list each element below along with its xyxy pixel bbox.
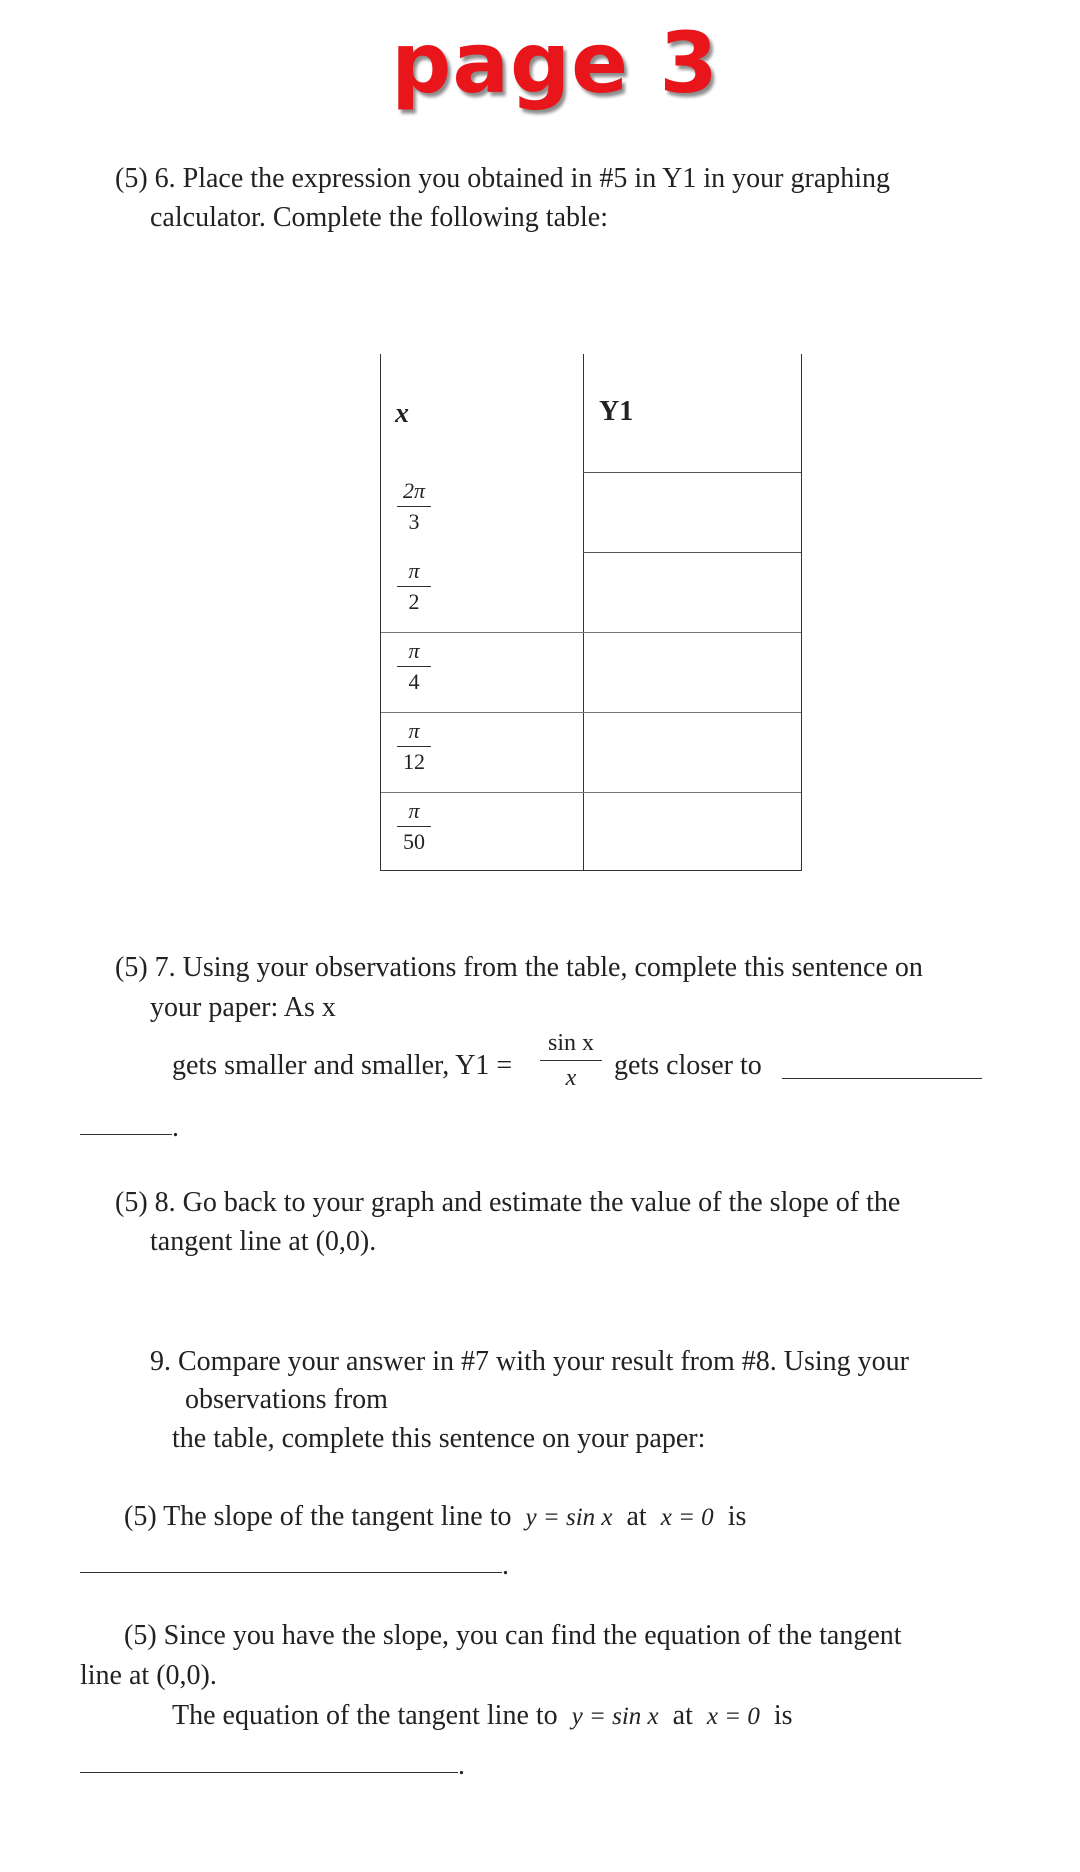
answer-blank-q7a[interactable] — [782, 1078, 982, 1079]
row-divider — [381, 792, 801, 793]
table-row-x-value: π 4 — [397, 638, 431, 695]
q8-line-2: tangent line at (0,0). — [150, 1226, 377, 1257]
q7-line-3b: gets closer to — [614, 1050, 762, 1081]
equation-period: . — [458, 1750, 465, 1781]
answer-blank-equation[interactable] — [80, 1772, 458, 1773]
q10-line-2: line at (0,0). — [80, 1660, 217, 1691]
sinx-over-x-fraction: sin x x — [540, 1028, 602, 1093]
answer-blank-q7b[interactable] — [80, 1134, 172, 1135]
table-row-x-value: π 50 — [397, 798, 431, 855]
row-divider — [381, 632, 801, 633]
values-table — [380, 354, 802, 871]
slope-sentence: (5) The slope of the tangent line to y = sin x at x = 0 is — [124, 1501, 747, 1532]
row-divider — [583, 552, 801, 553]
table-header-x: x — [395, 398, 409, 429]
q7-period: . — [172, 1112, 179, 1143]
table-row-x-value: π 2 — [397, 558, 431, 615]
page-title: page 3 — [391, 14, 719, 112]
q10-line-1: (5) Since you have the slope, you can find the equation of the tangent — [124, 1620, 902, 1651]
row-divider — [381, 712, 801, 713]
row-divider — [583, 472, 801, 473]
q7-line-3a: gets smaller and smaller, Y1 = — [172, 1050, 513, 1081]
q9-line-3: the table, complete this sentence on your paper: — [172, 1423, 706, 1454]
q8-line-1: (5) 8. Go back to your graph and estimate the value of the slope of the — [115, 1187, 901, 1218]
table-row-x-value: 2π 3 — [397, 478, 431, 535]
tangent-equation-sentence: The equation of the tangent line to y = sin x at x = 0 is — [172, 1700, 793, 1731]
q6-line-2: calculator. Complete the following table: — [150, 202, 608, 233]
answer-blank-slope[interactable] — [80, 1572, 502, 1573]
q7-line-1: (5) 7. Using your observations from the table, complete this sentence on — [115, 952, 923, 983]
table-row-x-value: π 12 — [397, 718, 431, 775]
q7-line-2: your paper: As x — [150, 992, 336, 1023]
slope-period: . — [502, 1550, 509, 1581]
q9-line-1: 9. Compare your answer in #7 with your result from #8. Using your — [150, 1346, 909, 1377]
table-header-y1: Y1 — [599, 396, 634, 427]
q9-line-2: observations from — [185, 1384, 388, 1415]
q6-line-1: (5) 6. Place the expression you obtained in #5 in Y1 in your graphing — [115, 163, 891, 194]
